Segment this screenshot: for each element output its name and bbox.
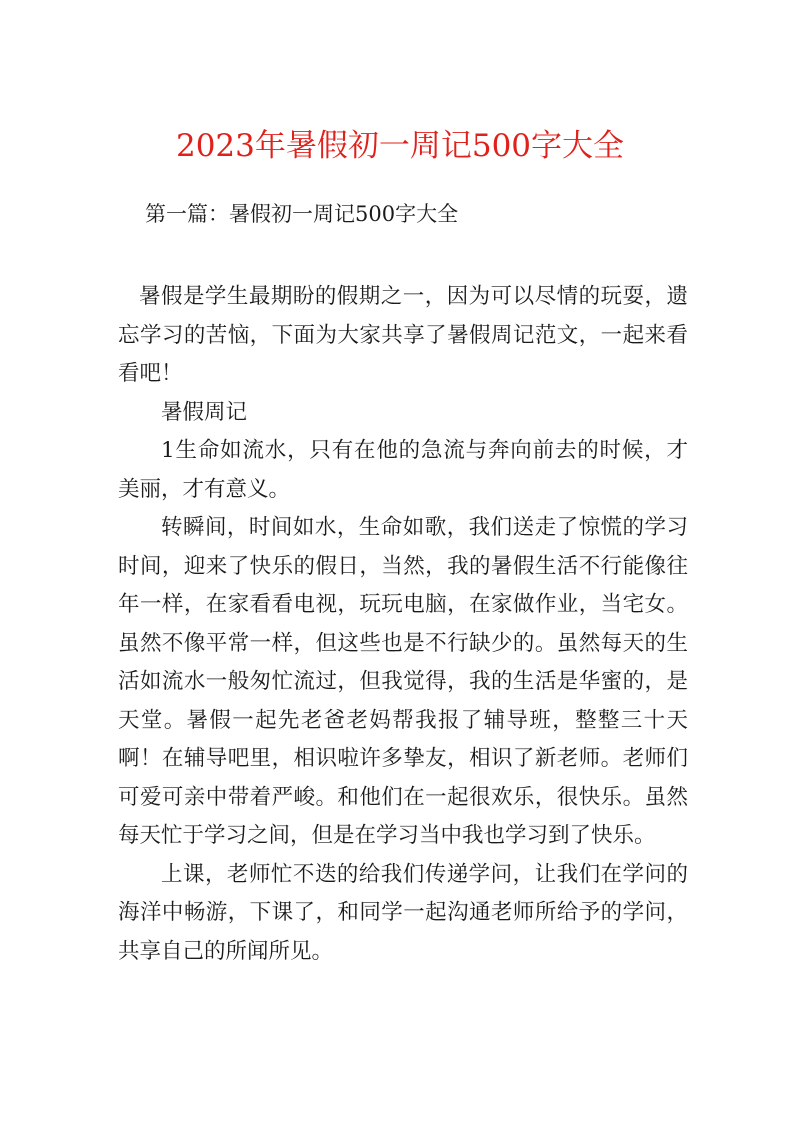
paragraph-class: 上课，老师忙不迭的给我们传递学问，让我们在学问的海洋中畅游，下课了，和同学一起沟通老师所给予的学问，共享自己的所闻所见。 bbox=[118, 861, 688, 964]
paragraph-heading-weekly-journal: 暑假周记 bbox=[161, 399, 248, 425]
document-title: 2023年暑假初一周记500字大全 bbox=[175, 128, 625, 164]
paragraph-main: 转瞬间，时间如水，生命如歌，我们送走了惊慌的学习时间，迎来了快乐的假日，当然，我的暑假生活不行能像往年一样，在家看看电视，玩玩电脑，在家做作业，当宅女。虽然不像平常一样，但这些也是不行缺少的。虽然每天的生活如流水一般匆忙流过，但我觉得，我的生活是华蜜的，是天堂。暑假一起先老爸老妈帮我报了辅导班，整整三十天啊！在辅导吧里，相识啦许多挚友，相识了新老师。老师们可爱可亲中带着严峻。和他们在一起很欢乐，很快乐。虽然每天忙于学习之间，但是在学习当中我也学习到了快乐。 bbox=[118, 515, 688, 848]
document-body bbox=[118, 278, 688, 971]
paragraph-intro: 暑假是学生最期盼的假期之一，因为可以尽情的玩耍，遗忘学习的苦恼，下面为大家共享了暑假周记范文，一起来看看吧！ bbox=[118, 284, 688, 386]
paragraph-quote: 1生命如流水，只有在他的急流与奔向前去的时候，才美丽，才有意义。 bbox=[118, 438, 688, 502]
document-subtitle: 第一篇：暑假初一周记500字大全 bbox=[145, 202, 459, 226]
